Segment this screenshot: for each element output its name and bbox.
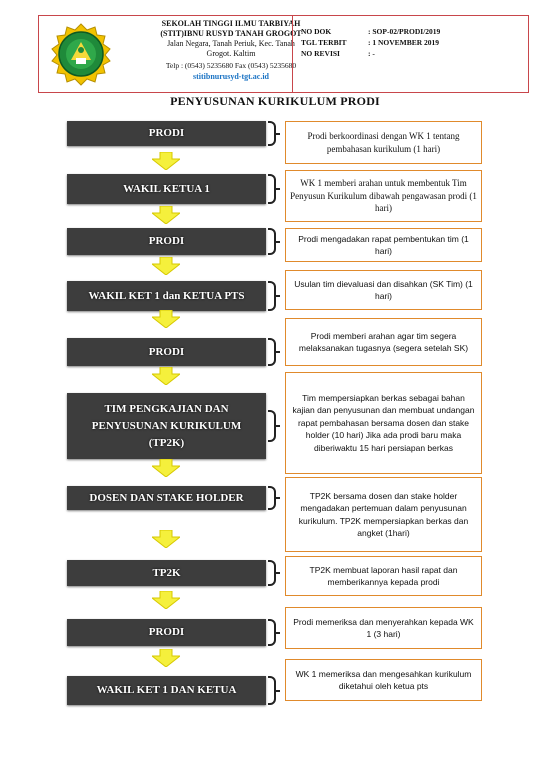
down-arrow-icon: [152, 257, 180, 275]
contact-info: Telp : (0543) 5235680 Fax (0543) 5235680: [165, 61, 297, 70]
down-arrow-icon: [152, 459, 180, 477]
meta-key: NO REVISI: [301, 49, 340, 58]
down-arrow-icon: [152, 649, 180, 667]
flow-desc-1: Prodi berkoordinasi dengan WK 1 tentang pembahasan kurikulum (1 hari): [285, 121, 482, 164]
connector-brace: [268, 619, 276, 646]
flow-desc-10: WK 1 memeriksa dan mengesahkan kurikulum diketahui oleh ketua pts: [285, 659, 482, 701]
flow-desc-8: TP2K membuat laporan hasil rapat dan memberikannya kepada prodi: [285, 556, 482, 596]
connector-brace: [268, 174, 276, 204]
down-arrow-icon: [152, 591, 180, 609]
flow-step-wakil-ketua-1: WAKIL KETUA 1: [67, 174, 266, 204]
meta-key: NO DOK: [301, 27, 332, 36]
flow-desc-9: Prodi memeriksa dan menyerahkan kepada WK 1 (3 hari): [285, 607, 482, 649]
flow-step-tp2k-team: TIM PENGKAJIAN DAN PENYUSUNAN KURIKULUM (TP2K): [67, 393, 266, 459]
flow-step-wakil-ket-1-ketua-pts: WAKIL KET 1 dan KETUA PTS: [67, 281, 266, 311]
connector-brace: [268, 281, 276, 311]
flow-step-prodi-3: PRODI: [67, 338, 266, 366]
meta-value: : 1 NOVEMBER 2019: [368, 38, 440, 47]
document-header: [38, 15, 529, 93]
flow-desc-7: TP2K bersama dosen dan stake holder mengadakan pertemuan dalam penyusunan kurikulum. TP2K mempersiapkan berkas dan angket (1hari): [285, 477, 482, 552]
connector-brace: [268, 228, 276, 255]
flow-desc-5: Prodi memberi arahan agar tim segera melaksanakan tugasnya (segera setelah SK): [285, 318, 482, 366]
connector-brace: [268, 121, 276, 146]
down-arrow-icon: [152, 367, 180, 385]
down-arrow-icon: [152, 310, 180, 328]
down-arrow-icon: [152, 206, 180, 224]
header-divider: [292, 16, 293, 92]
institution-subname: (STIT)IBNU RUSYD TANAH GROGOT: [160, 29, 302, 38]
connector-brace: [268, 338, 276, 366]
connector-brace: [268, 410, 276, 442]
institution-logo-icon: [49, 22, 113, 86]
flow-step-wakil-ket-1-dan-ketua: WAKIL KET 1 DAN KETUA: [67, 676, 266, 705]
connector-brace: [268, 560, 276, 586]
meta-value: : -: [368, 49, 375, 58]
address-line-2: Grogot. Kaltim: [206, 49, 256, 58]
address-line-1: Jalan Negara, Tanah Periuk, Kec. Tanah: [167, 39, 295, 48]
connector-brace: [268, 676, 276, 705]
page-title: PENYUSUNAN KURIKULUM PRODI: [170, 94, 380, 108]
connector-brace: [268, 486, 276, 510]
meta-value: : SOP-02/PRODI/2019: [368, 27, 441, 36]
website-link[interactable]: stitibnurusyd-tgt.ac.id: [192, 72, 269, 81]
flow-step-prodi-1: PRODI: [67, 121, 266, 146]
down-arrow-icon: [152, 530, 180, 548]
flow-step-prodi-2: PRODI: [67, 228, 266, 255]
meta-row-no-revisi: [301, 48, 528, 59]
flow-step-dosen-stake-holder: DOSEN DAN STAKE HOLDER: [67, 486, 266, 510]
flow-desc-2: WK 1 memberi arahan untuk membentuk Tim Penyusun Kurikulum dibawah pengawasan prodi (1 hari): [285, 170, 482, 222]
down-arrow-icon: [152, 152, 180, 170]
meta-row-no-dok: [301, 26, 528, 37]
flow-step-prodi-4: PRODI: [67, 619, 266, 646]
flow-desc-6: Tim mempersiapkan berkas sebagai bahan kajian dan penyusunan dan membuat undangan rapat pembahasan bersama dosen dan stake holder (10 hari) Jika ada prodi baru maka diberiwaktu 15 hari persiapan berkas: [285, 372, 482, 474]
flow-desc-3: Prodi mengadakan rapat pembentukan tim (1 hari): [285, 228, 482, 262]
meta-key: TGL TERBIT: [301, 38, 347, 47]
flow-step-tp2k: TP2K: [67, 560, 266, 586]
document-meta: [301, 26, 528, 59]
meta-row-tgl-terbit: [301, 37, 528, 48]
flow-desc-4: Usulan tim dievaluasi dan disahkan (SK Tim) (1 hari): [285, 270, 482, 310]
institution-name: SEKOLAH TINGGI ILMU TARBIYAH: [161, 19, 301, 28]
